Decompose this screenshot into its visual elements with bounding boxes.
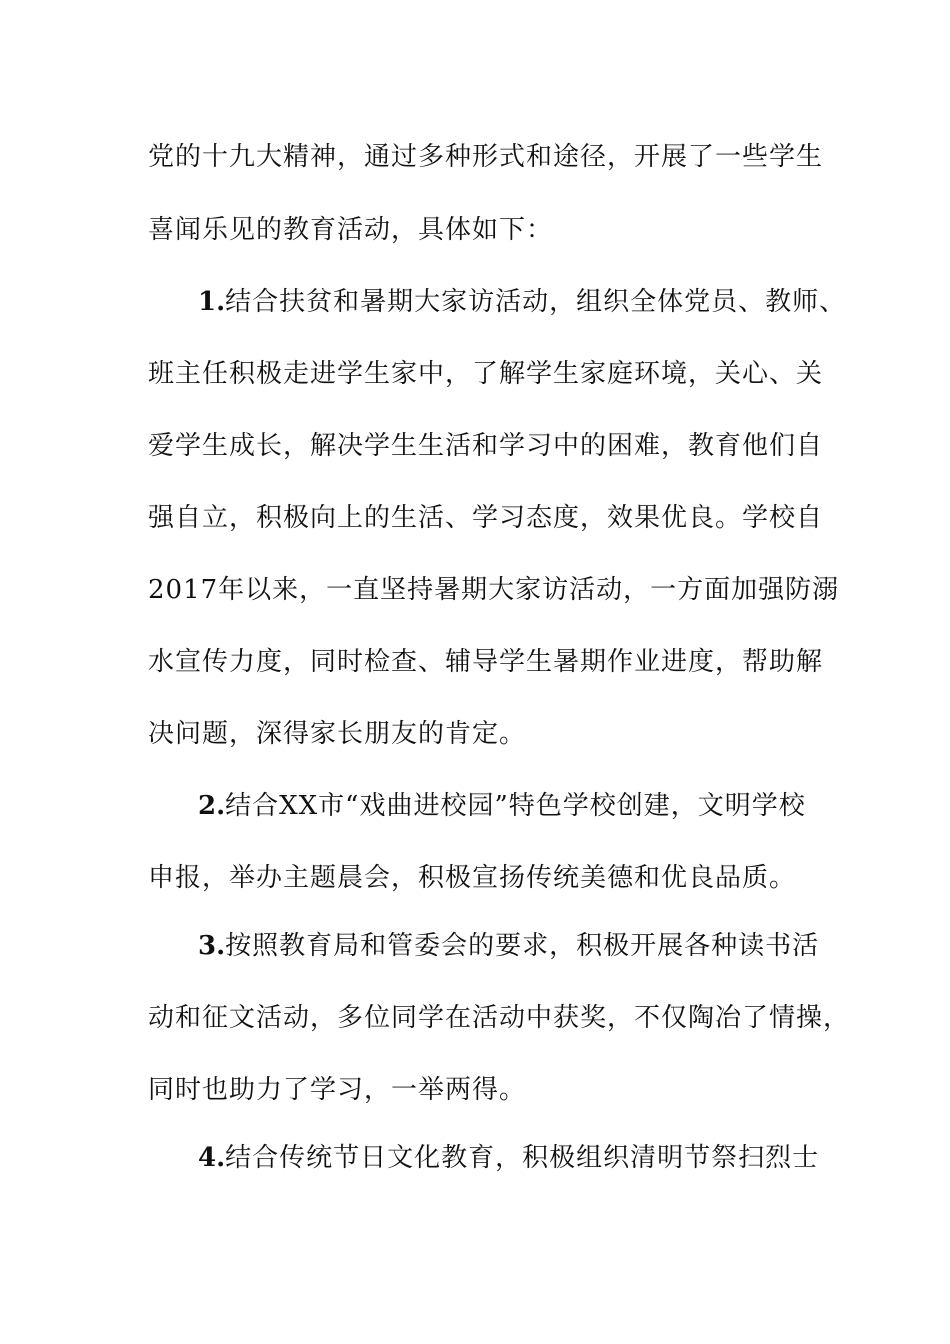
text-line: 班主任积极走进学生家中，了解学生家庭环境，关心、关 <box>148 359 824 389</box>
text-line: 水宣传力度，同时检查、辅导学生暑期作业进度，帮助解 <box>148 647 824 677</box>
list-number: 1. <box>198 287 226 317</box>
text-line: 爱学生成长，解决学生生活和学习中的困难，教育他们自 <box>148 431 824 461</box>
list-number: 3. <box>198 931 226 961</box>
text-line: 申报，举办主题晨会，积极宣扬传统美德和优良品质。 <box>148 863 797 893</box>
text-line: 同时也助力了学习，一举两得。 <box>148 1075 527 1105</box>
list-item-1: 1.结合扶贫和暑期大家访活动，组织全体党员、教师、 <box>198 287 847 317</box>
text-line: 喜闻乐见的教育活动，具体如下： <box>148 215 554 245</box>
list-number: 2. <box>198 791 226 821</box>
list-item-4: 4.结合传统节日文化教育，积极组织清明节祭扫烈士 <box>198 1143 820 1173</box>
text-line: 动和征文活动，多位同学在活动中获奖，不仅陶冶了情操， <box>148 1003 851 1033</box>
list-item-3: 3.按照教育局和管委会的要求，积极开展各种读书活 <box>198 931 820 961</box>
text-line: 党的十九大精神，通过多种形式和途径，开展了一些学生 <box>148 142 824 172</box>
list-number: 4. <box>198 1143 226 1173</box>
text-line: 强自立，积极向上的生活、学习态度，效果优良。学校自 <box>148 503 824 533</box>
list-item-2: 2.结合XX市“戏曲进校园”特色学校创建，文明学校 <box>198 791 806 821</box>
text-line: 2017年以来，一直坚持暑期大家访活动，一方面加强防溺 <box>148 575 840 605</box>
text-line: 决问题，深得家长朋友的肯定。 <box>148 719 527 749</box>
